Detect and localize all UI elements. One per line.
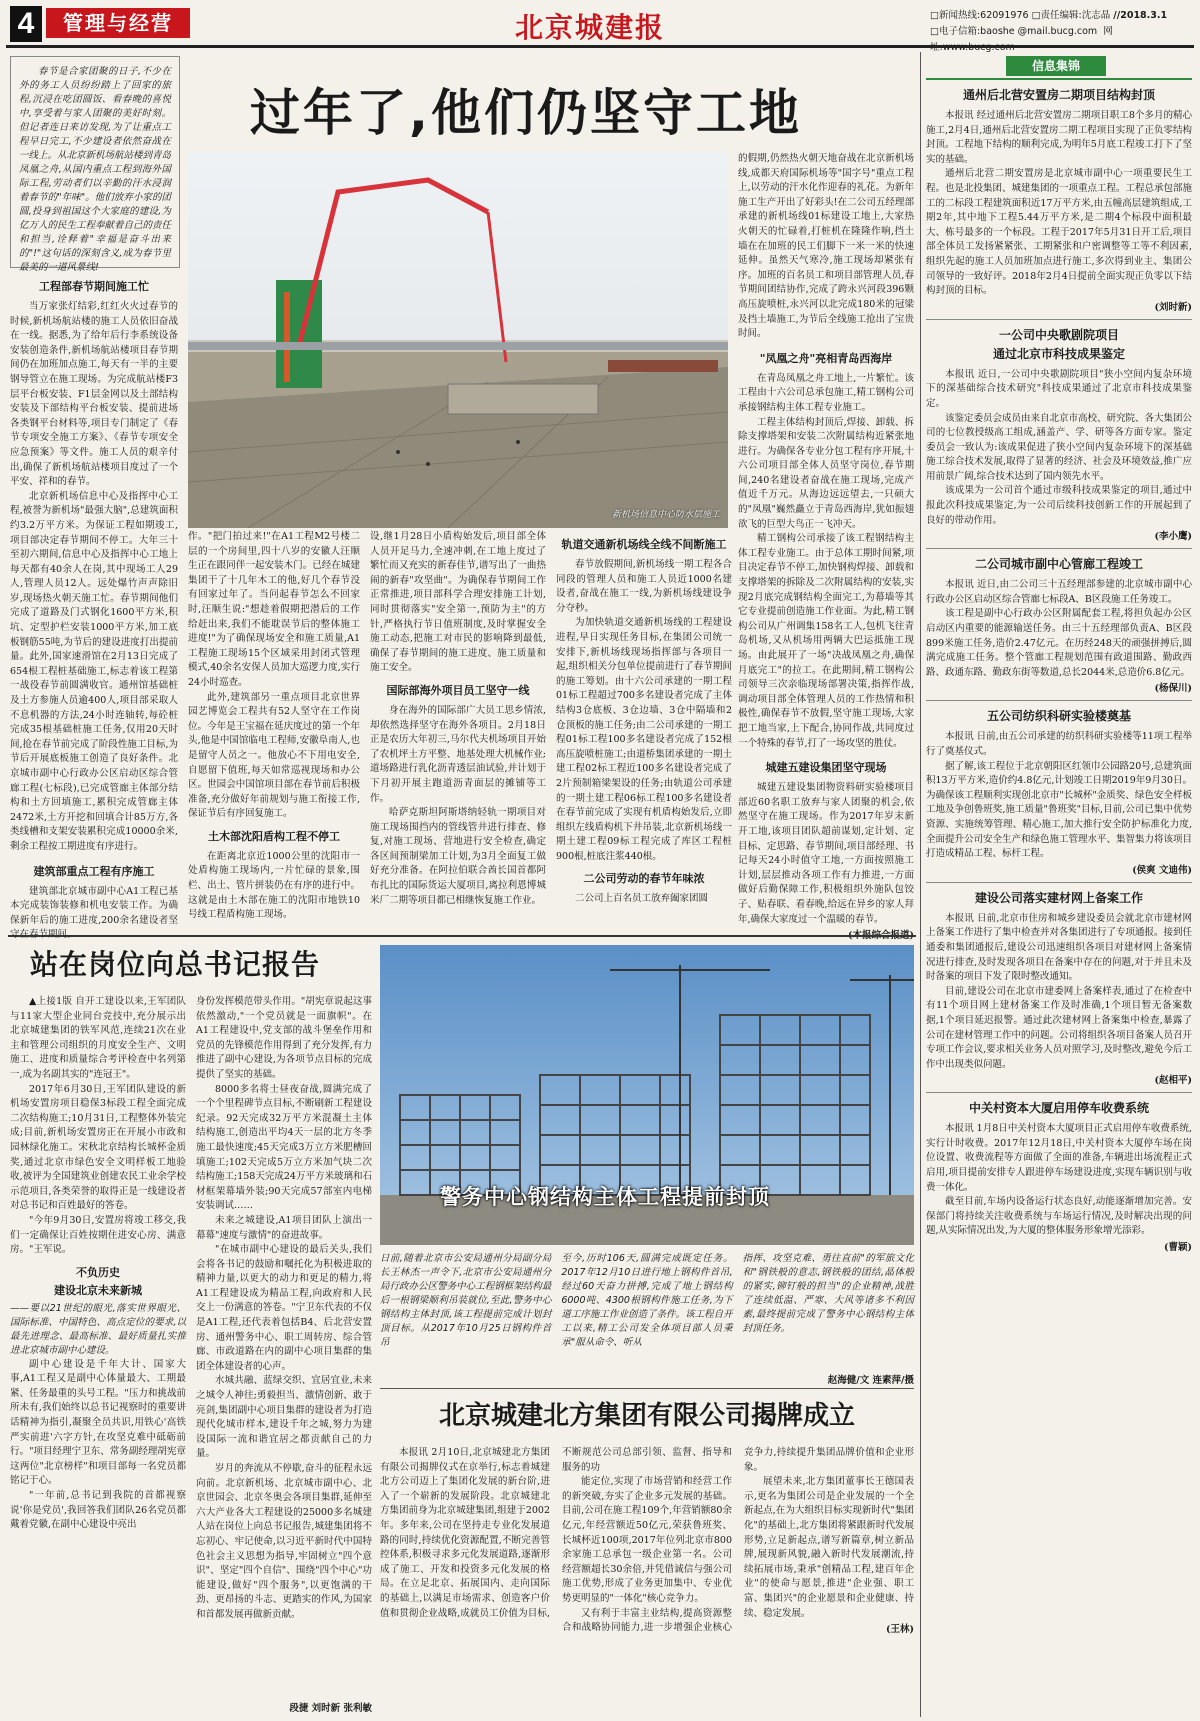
report-byline: 段捷 刘时新 张利敏: [289, 1703, 372, 1714]
right-item-6-title: 中关村资本大厦启用停车收费系统: [968, 1101, 1149, 1116]
report-body-1: 2017年6月30日,王军团队建设的新机场安置房项目稳保3标段工程全面完成二次结构施工;10月31日,工程整体外装完成;目前,新机场安置房正在开展小市政和园林绿化施工。宋秋北京结构长城杯金质奖,通过北京市绿色安全文明样板工地验收,被评为全国建筑业创建农民工业余学校示范项目,各类荣誉的取得正是一线建设者对总书记和百姓最好的答卷。: [10, 1083, 186, 1212]
column-5: [738, 152, 914, 932]
subhead-s1: 工程部春节期间施工忙: [39, 280, 149, 293]
paper-name: 北京城建报: [514, 11, 665, 44]
body-s9: 春节放假期间,新机场线一期工程各合同段的管理人员和施工人员近1000名建设者,奋战在施工一线,为新机场线建设争分夺秒。 为加快轨道交通新机场线的工程建设进程,早日实现任务目标,在集团公司统一安排下,新机场线现场指挥部与各项目一起,组织相关分包单位提前进行了春节期间的施工筹划。由十六公司承建的一期工程01标工程超过700多名建设者完成了主体结构3仓底板、3仓边墙、3仓中隔墙和2仓顶板的施工任务;由二公司承建的一期工程01标工程100多名建设者完成了152根高压旋喷桩施工;由道桥集团承建的一期土建工程02标工程近100多名建设者完成了2片预制箱梁架设的任务;由轨道公司承建的一期土建工程06标工程100多名建设者在春节前完成了实现有机盾构始发后,立即组织左线盾构机下井吊装,北京新机场线一期土建工程09标工程完成了库区工程桩900根,桩底注浆440根。: [556, 559, 732, 862]
column-1: [10, 272, 178, 932]
body-s1: 当万家张灯结彩,红红火火过春节的时候,新机场航站楼的施工人员依旧奋战在一线。据悉,为了给年后行李系统设备安装创造条件,新机场航站楼项目春节期间仍在加班加点施工,每天有一半的主要钢导管立在施工现场。为完成航站楼F3层平台板安装、F1层金网以及土部结构安装及下部结构平台板安装、提前进场各类钢平台材料等,项目专门制定了《春节专项安全施工方案》、《春节专项安全应急预案》等文件。施工人员的艰辛付出,确保了新机场航站楼项目度过了一个平安、祥和的春节。 北京新机场信息中心及指挥中心工程,被誉为新机场"最强大脑",总建筑面积约3.2万平方米。为保证工程如期竣工,项目部决定春节期间不停工。大年三十至初六期间,信息中心及指挥中心工地上每天都有40余人在岗,其中现场工人29人,管理人员12人。远处爆竹声声除旧岁,现场热火朝天施工忙。春节期间他们完成了道路及门式钢化1600平方米,积坑、定型护栏安装1000平方米,加工底板钢筋55吨,为节后的建设进度打出提前量。此外,国家速滑馆在2月13日完成了654根工程桩基础施工,标志着该工程第一战役春节前圆满收官。通州馆基础桩及土方参施人员逾400人,项目部采取人不息机器的方法,24小时连轴转,每砼桩完成35根基础桩施工任务,仅用20天时间,抢在春节前完成了阶段性施工目标,为节后开展底板施工创造了良好条件。北京城市副中心行政办公区启动区综合管廊工程(七标段),已完成管廊主体部分结构和土方回填施工,累积完成管廊主体2472米,土方开挖和回填合计85万方,各类线槽和支架安装累积完成10000余米,剩余工程按工期进度有序进行。: [10, 301, 178, 852]
body-s11: 城建五建设集团物资料研实验楼项目部近60名职工放弃与家人团聚的机会,依然坚守在施工现场。作为2017年岁末新开工地,该项目团队超前谋划,定计划、定目标、定思路、春节期间,项目部经理、书记每天24小时值守工地,一方面按照施工计划,层层推动各项工作有力推进,一方面做好后勤保障工作,积极组织外施队包饺子、贴春联、看春晚,给远在异乡的家人拜年,确保大家度过一个温暖的春节。: [738, 782, 914, 925]
right-header: 信息集锦: [926, 56, 1192, 80]
police-title: 警务中心钢结构主体工程提前封顶: [440, 1185, 770, 1209]
report-body-2: "今年9月30日,安置房将竣工移交,我们一定确保让百姓按期住进安心房、满意房。"王军说。: [10, 1214, 186, 1256]
police-byline: 赵海健/文 连素萍/摄: [827, 1375, 914, 1386]
police-caption: 日前,随着北京市公安局通州分局副分局长王林杰一声令下,北京市公安局通州分局行政办公区警务中心工程钢框架结构最后一根钢梁顺利吊装就位,至此,警务中心钢结构主体封顶,该工程提前完成计划封顶目标。从2017年10月25日钢构件首吊 至今,历时106天,圆满完成既定任务。2017年12月10日进行地上钢构件首吊,经过60天奋力拼搏,完成了地上钢结构6000吨、4300根钢构件施工任务,为下道工序施工作业创造了条件。该工程自开工以来,精工公司发全体项目部人员秉承"服从命令、听从 指挥、攻坚克难、勇往直前"的军旅文化和"钢铁般的意志,钢铁般的团结,晶体般的紧实,铆钉般的担当"的企业精神,战胜了连续低温、严寒、大风等诸多不利因素,最终提前完成了警务中心钢结构主体封顶任务。: [380, 1253, 914, 1348]
body-s7: 的假期,仍然热火朝天地奋战在北京新机场线,成都天府国际机场等"国字号"重点工程上,以劳动的汗水化作迎春的礼花。为新年施工生产开出了好彩头!在二公司五经理部承建的新机场线01标建设工地上,大家热火朝天的忙碌着,打桩机在隆隆作响,挡土墙在在加班的民工们脚下一米一米的快速延伸。虽然天气寒冷,施工现场却紧张有序。加班的百名员工和项目部管理人员,春节期间团结协作,完成了跨永兴河段396颗高压旋喷桩,永兴河以北完成180米的冠梁及挡土墙施工,为节后全线施工抢出了宝贵时间。: [738, 153, 914, 340]
section-label: 管理与经营: [46, 8, 190, 38]
subhead-s11: 城建五建设集团坚守现场: [765, 761, 887, 775]
body-s8: 在青岛凤凰之舟工地上,一片繁忙。该工程由十六公司总承包施工,精工钢构公司承接钢结构主体工程专业施工。 工程主体结构封顶后,焊接、卸载、拆除支撑塔架和安装二次附属结构近紧张地进行。为确保各专业分包工程有序开展,十六公司项目部全体人员坚守岗位,春节期间,240名建设者奋战在施工现场,完成产值近千万元。从海边远远望去,一只硕大的"凤凰"巍然矗立于青岛西海岸,犹如振翅欲飞的巨型大鸟正一飞冲天。 精工钢构公司承接了该工程钢结构主体工程专业施工。由于总体工期时间紧,项目决定春节不停工,加快钢构焊接、卸载和支撑塔架的拆除及二次附属结构的安装,实现2月底完成钢结构全面完工,为幕墙等其它专业提前创造施工作业面。为此,精工钢构公司从广州调集158名工人,包机飞往青岛机场,又从机场用两辆大巴运抵施工现场。由此展开了一场"决战凤凰之舟,确保月底完工"的拉工。在此期间,精工钢构公司领导三次亲临现场部署决策,指挥作战,调动项目部全体管理人员的工作热情和积极性,确保春节不放假,坚守施工现场,大家把工地当家,上下配合,协同作战,共同度过一个特殊的春节,打了一场攻坚的胜仗。: [738, 372, 914, 749]
intro-box: [10, 56, 180, 273]
column-4: [556, 530, 732, 930]
report-title: 站在岗位向总书记报告: [30, 948, 321, 981]
body-s6: 身在海外的国际部广大员工思乡情浓,却依然选择坚守在海外各项目。2月18日正是农历大年初三,马尔代夫机场项目开始了农机坪土方平整、地基处理大机械作业;道场路进行乳化沥青透层油试验,并计划于下月初开展主跑道沥青面层的摊铺等工作。 哈萨克斯坦阿斯塔纳轻轨一期项目对施工现场围挡内的管线管井进行排查、修复,对施工现场、营地进行安全检查,确定各区间预制梁加工计划,为3月全面复工做好充分准备。在阿拉伯联合酋长国首都阿布扎比的国际货运大厦项目,离拉利恩博城米厂二期等项目都已相继恢复施工作业。: [370, 704, 546, 906]
report-subtitle-2: 建设北京未来新城: [54, 1283, 142, 1297]
right-item-5-title: 建设公司落实建材网上备案工作: [974, 890, 1143, 905]
subhead-s8: "凤凰之舟"亮相青岛西海岸: [759, 351, 893, 365]
report-body-0: ▲上接1版 自开工建设以来,王军团队与11家大型企业同台竞技中,充分展示出北京城建集团的铁军风范,连续21次在业主和管理公司组织的月度安全生产、文明施工、进度和质量综合考评检查中名列第一,成为名副其实的"连冠王"。: [10, 996, 186, 1080]
report-body2-0: 副中心建设是千年大计、国家大事,A1工程又是副中心体量最大、工期最紧、任务最重的头号工程。"压力和挑战前所未有,我们始终以总书记视察时的重要讲话精神为指引,凝聚全员共识,用铁心'高铁严实前进'六字方针,在攻坚克难中砥砺前行。"项目经理宁卫东、常务副经理胡宪章这两位"北京榜样"和项目部每一名党员都铭记于心。: [10, 1358, 186, 1487]
north-byline: (王林): [886, 1624, 914, 1636]
report-lead: ——要以21世纪的眼光,落实世界眼光、国际标准、中国特色、高点定位的要求,以最先进理念、最高标准、最好质量扎实推进北京城市副中心建设。: [10, 1302, 186, 1356]
body-s2: 建筑部北京城市副中心A1工程已基本完成装饰装修和机电安装工作。为确保新年后的施工进度,200余名建设者坚: [10, 885, 178, 926]
right-item-1-title: 通州后北营安置房二期项目结构封顶: [962, 88, 1155, 102]
subhead-s4: 土木部沈阳盾构工程不停工: [208, 829, 340, 843]
north-body: 本报讯 2月10日,北京城建北方集团有限公司揭牌仪式在京举行,标志着城建北方公司迈上了集团化发展的新台阶,进入了一个崭新的发展阶段。北京城建北方集团前身为北京城建集团,组建于2002年。多年来,公司在坚持走专业化发展道路的同时,持续优化资源配置,不断完善管控体系,积极寻求多元化发展道路,逐渐形成了施工、开发和投资多元化发展的格局。在立足北京、拓展国内、走向国际的基础上,以满足市场需求、创造客户价值和贯彻企业战略,成就员工价值为目标,不断规范公司总部引领、监督、指导和服务的功 能定位,实现了市场营销和经营工作的新突破,夯实了企业多元发展的基础。目前,公司在施工程109个,年营销额80余亿元,年经营额近50亿元,荣获鲁班奖、长城杯近100项,2017年位列北京市800余家施工总承包一级企业第一名。公司经营额超长30余倍,并凭借诚信与强公司施工优势,形成了业务更加集中、专业优势更明显的"一体化"核心竞争力。 又有利于丰富主业结构,提高资源整合和战略协同能力,进一步增强企业核心竞争力,持续提升集团品牌价值和企业形象。 展望未来,北方集团董事长王德国表示,更名为集团公司是企业发展的一个全新起点,在为大组织目标实现新时代"集团化"的基础上,北方集团将紧跟新时代发展形势,立足新起点,谱写新篇章,树立新品牌,展现新风貌,融入新时代发展潮流,持续拓展市场,秉承"创精品工程,建百年企业"的使命与愿景,推进"企业强、职工富、集团兴"的企业愿景和企业健康、持续、稳定发展。 (王林): [380, 1447, 914, 1636]
report-col-2: 身份发挥模范带头作用。"胡宪章说起这事依然激动,"一个党员就是一面旗帜"。在A1工程建设中,党支部的战斗堡垒作用和党员的先锋模范作用得到了充分发挥,有力推进了副中心建设,为各项节点目标的完成提供了坚实的基础。 8000多名将士昼夜奋战,圆满完成了一个个里程碑节点目标,不断刷新工程建设纪录。92天完成32万平方米混凝土主体结构施工,创造出平均4天一层的北方冬季施工最快速度;45天完成3万立方米肥槽回填施工;102天完成5万立方米加气块二次结构施工;158天完成24万平方米玻璃和石材框架幕墙外装;90天完成57部室内电梯安装调试…… 未来之城建设,A1项目团队上演出一幕幕"速度与激情"的奋进故事。 "在城市副中心建设的最后关头,我们会将各书记的鼓励和嘱托化为积极进取的精神力量,以更大的动力和更足的精力,将A1工程建设成为精品工程,向政府和人民交上一份满意的答卷。"宁卫东代表的不仅是A1工程,还代表着包括B4、后北营安置房、通州警务中心、职工周转房、综合管廊、市政道路在内的副中心项目集群的集团全体建设者的心声。 水城共融、蓝绿交织、宜居宜业,未来之城令人神往;勇毅担当、激情创新、敢于亮剑,集团副中心项目集群的建设者为打造现代化城市样本,建设千年之城,努力为建设国际一流和谐宜居之都贡献自己的力量。 岁月的奔流从不停歇,奋斗的征程永远向前。北京新机场、北京城市副中心、北京世园会、北京冬奥会各项目集群,延伸至六大产业各大工程建设的25000多名城建人站在岗位上向总书记报告,城建集团将不忘初心、牢记使命,以习近平新时代中国特色社会主义思想为指导,牢固树立"四个意识"、坚定"四个自信"、围绕"四个中心"功能建设,做好"四个服务",以更饱满的干劲、更昂扬的斗志、更踏实的作风,为国家和首都发展再做新贡献。: [196, 996, 372, 1620]
report-body2-1: "一年前,总书记到我院的首都视察说'你是党员',我回答我们团队26名党员都戴着党徽,在副中心建设中亮出: [10, 1490, 186, 1531]
page-number: 4: [10, 6, 42, 42]
issue-date: //2018.3.1: [1113, 10, 1168, 21]
hotline: □新闻热线:62091976: [930, 10, 1029, 21]
police-photo: [380, 945, 914, 1245]
photo-caption: 新机场信息中心防水层施工: [611, 510, 720, 520]
body-s10: 二公司上百名员工放弃阖家团圆: [575, 893, 709, 905]
headline: 过年了,他们仍坚守工地: [250, 84, 802, 142]
body-s3-a: 作。"把门拍过来!"在A1工程M2号楼二层的一个房间里,四十八岁的安徽人汪顺生正在跟同伴一起安装木门。已经在城建集团干了十几年木工的他,好几个春节没有回家过年了。当问起春节怎么不回家时,汪顺生说:"想趁着假期把潜后的工作给赶出来,我们不能耽误节后的整体施工进度!"为了确保现场安全和施工质量,A1工程施工现场15个区域采用封闭式管理模式,40余名安保人员加大巡逻力度,实行24小时巡查。: [188, 531, 360, 688]
right-item-3-title: 二公司城市副中心管廊工程竣工: [974, 557, 1143, 572]
body-s3-b: 此外,建筑部另一重点项目北京世界园艺博览会工程共有52人坚守在工作岗位。今年是王宝福在延庆度过的第一个年头,他是中国馆临电工程师,安徽阜南人,也是留守人员之一。他放心不下用电安全,自愿留下值班,每天如常巡视现场和办公区。世园会中国馆项目部在春节前后积极准备,充分做好年前规划与施工衔接工作,保证节后有序回复施工。: [188, 691, 360, 820]
masthead: [0, 0, 1200, 48]
intro-text: 春节是合家团聚的日子,不少在外的务工人员纷纷踏上了回家的旅程,沉浸在吃团圆饭、看春晚的喜悦中,享受着与家人团聚的美好时刻。但记者连日来访发现,为了让重点工程早日完工,不少建设者依然奋战在一线上。从北京新机场航站楼到青岛凤凰之舟,从国内重点工程到海外国际工程,劳动者们以辛勤的汗水浸润着春节的"年味"。他们放弃小家的团圆,投身到祖国这个大家庭的建设,为亿万人的民生工程奉献着自己的责任和担当,诠释着"幸福是奋斗出来的"!"这句话的深刻含义,成为春节里最美的一道风景线!: [19, 66, 172, 273]
right-column: 信息集锦 通州后北营安置房二期项目结构封顶 本报讯 经过通州后北营安置房二期项目职工8个多月的精心施工,2月4日,通州后北营安置房二期工程项目实现了正负零结构封顶。工程地下结构的顺利完成,为明年5月底工程竣工打下了坚实的基础。 通州后北营二期安置房是北京城市副中心一项重要民生工程。也是北投集团、城建集团的一项重点工程。工程总承包部施工的二标段工程建筑面积近17万平方米,由五幢高层建筑组成,工期2年,其中地下工程5.44万平方米,是二期4个标段中面积最大、栋号最多的一个标段。工程于2017年5月31日开工后,项目部全体员工发扬紧紧张、工期紧张和户密调整等工等不利因素,组织先起的施工人员加班加点进行施工,多次得到业主、集团公司领导的一致好评。2018年2月4日提前全面实现正负零以下结构封顶的目标。 (刘时新) 一公司中央歌剧院项目 通过北京市科技成果鉴定 本报讯 近日,一公司中央歌剧院项目"狭小空间内复杂环境下的深基础综合技术研究"科技成果通过了北京市科技成果鉴定。 该鉴定委员会成员由来自北京市高校、研究院、各大集团公司的七位教授级高工组成,涵盖产、学、研等各方面专家。鉴定委员会一致认为:该成果促进了狭小空间内复杂环境下的深基础施工综合技术发展,取得了显著的经济、社会及环境效益,推广应用前景广阔,综合技术达到了国内领先水平。 该成果为一公司首个通过市级科技成果鉴定的项目,通过中报此次科技成果鉴定,为一公司后续科技创新工作的开展起到了良好的带动作用。 (李小鹰) 二公司城市副中心管廊工程竣工 本报讯 近日,由二公司三十五经理部参建的北京城市副中心行政办公区启动区综合管廊七标段A、B区段施工任务竣工。 该工程是副中心行政办公区附属配套工程,将担负起办公区启动区内重要的能源输送任务。由三十五经理部负责A、B区段899米施工任务,造价2.47亿元。在历经248天的顽强拼搏后,圆满完成施工任务。整个管廊工程规划范围有政道围路、勤政西路、政通东路、勤政东街等数道,总长2044米,总造价6.8亿元。 (杨保川) 五公司纺织科研实验楼奠基 本报讯 日前,由五公司承建的纺织科研实验楼等11项工程举行了奠基仪式。 据了解,该工程位于北京朝阳区红领巾公园路20号,总建筑面积13万平方米,造价约4.8亿元,计划竣工日期2019年9月30日。为确保该工程顺利实现创北京市"长城杯"金质奖、绿色安全样板工地及争创鲁班奖,施工质量"鲁班奖"目标,目前,公司已集中优势资源、实施统筹管理、精心施工,加大推行安全防护标准化力度,全面提升公司安全生产和绿色施工管理水平、集智集力将该项目打造成精品工程、标杆工程。 (侯爽 文迪伟) 建设公司落实建材网上备案工作 本报讯 日前,北京市住房和城乡建设委员会就北京市建材网上备案工作进行了集中检查并对各集团进行了专项通报。接到任通委和集团通报后,建设公司迅速组织各项目对建材网上备案情况进行排查,及时发现各项目在备案中存在的问题,对于并且未及时备案的项目下发了限时整改通知。 目前,建设公司在北京市建委网上备案样表,通过了在检查中有11个项目网上建材备案工作及时准确,1个项目暂无备案数据,1个项目延迟报警。通过此次建材网上备案集中检查,暴露了公司在建材管理工作中的问题。公司将组织各项目备案人员召开专项工作会议,要求相关业务人员对照学习,及时整改,避免今后工作中出现类似问题。 (赵相平) 中关村资本大厦启用停车收费系统 本报讯 1月8日中关村资本大厦项目正式启用停车收费系统,实行计时收费。2017年12月18日,中关村资本大厦停车场在岗位设置、收费流程等方面做了全面的准备,车辆进出场流程正式启用,项目提前安排专人跟进停车场建设进度,实现车辆识别与收费一体化。 截至目前,车场内设备运行状态良好,动能逐渐增加完善。安保部门将持续关注收费系统与车场运行情况,及时解决出现的问题,从实际情况出发,为大厦的整体服务形象增光添彩。 (曹颖): [926, 56, 1192, 1716]
body-s5: 设,继1月28日小盾构始发后,项目部全体人员开足马力,全速冲刺,在工地上度过了繁忙而又充实的新春佳节,谱写出了一曲热闹的新春"攻坚曲"。为确保春节期间工作正常推进,项目部科学合理安排施工计划,同时贯彻落实"安全第一,预防为主"的方针,严格执行节日值班制度,及时掌握安全施工动态,把施工对市民的影响降到最低,确保了春节期间的施工进度、施工质量和施工安全。: [370, 531, 546, 674]
subhead-s2: 建筑部重点工程有序施工: [33, 864, 155, 878]
subhead-s6: 国际部海外项目员工坚守一线: [386, 683, 530, 697]
report-col-1: [10, 995, 186, 1710]
construction-photo: [188, 152, 728, 528]
column-2: [188, 530, 360, 930]
right-item-4-title: 五公司纺织科研实验楼奠基: [986, 709, 1131, 724]
subhead-s10: 二公司劳动的春节年味浓: [583, 872, 705, 886]
right-item-2-title: 一公司中央歌剧院项目: [998, 327, 1119, 342]
column-3: [370, 530, 546, 930]
website: 网: [1103, 26, 1113, 37]
report-subtitle: 不负历史: [76, 1265, 120, 1279]
north-title: 北京城建北方集团有限公司揭牌成立: [438, 1401, 855, 1431]
editor: □责任编辑:沈志晶: [1031, 10, 1111, 21]
subhead-s9: 轨道交通新机场线全线不间断施工: [561, 538, 727, 551]
email: □电子信箱:baoshe @mail.bucg.com: [930, 26, 1098, 37]
body-s4: 在距离北京近1000公里的沈阳市一处盾构施工现场内,一片忙碌的景象,围栏、出土、管片拼装仍在有序的进行中。这就是由土木部在施工的沈阳市地铁10号线工程盾构施工现场。: [188, 850, 360, 921]
right-item-2-title2: 通过北京市科技成果鉴定: [992, 346, 1125, 361]
